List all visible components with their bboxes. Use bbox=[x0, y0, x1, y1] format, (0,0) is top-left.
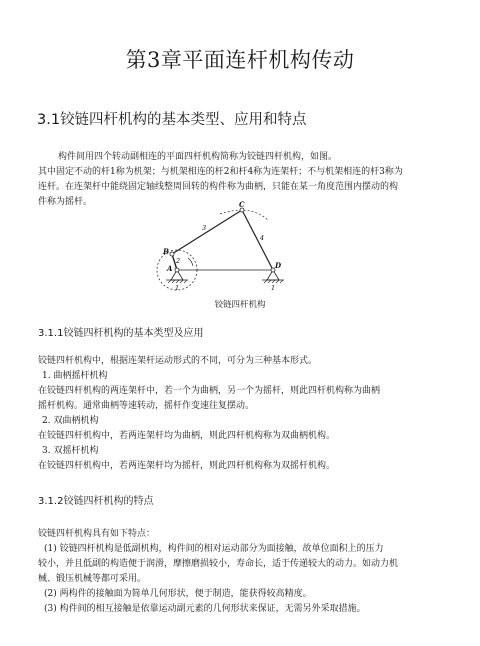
subsection-title-2: 3.1.2铰链四杆机构的特点 bbox=[38, 496, 154, 507]
sub2-line-2: (1) 铰链四杆机构是低副机构，构件间的相对运动部分为面接触，故单位面积上的压力 bbox=[44, 544, 384, 554]
figure-caption: 铰链四杆机构 bbox=[214, 300, 266, 310]
intro-line-1: 构件间用四个转动副相连的平面四杆机构简称为铰链四杆机构，如图。 bbox=[58, 152, 338, 162]
intro-line-4: 件称为摇杆。 bbox=[38, 197, 93, 207]
joint-b bbox=[170, 252, 174, 256]
sub1-line-2: 1. 曲柄摇杆机构 bbox=[42, 371, 108, 381]
four-bar-linkage-diagram bbox=[150, 200, 350, 300]
label-link-2: 2 bbox=[176, 257, 181, 265]
label-c: C bbox=[239, 200, 245, 209]
label-a: A bbox=[167, 264, 173, 273]
subsection-title-1: 3.1.1铰链四杆机构的基本类型及应用 bbox=[38, 328, 204, 339]
intro-line-3: 连杆。在连架杆中能绕固定轴线整周回转的构件称为曲柄，只能在某一角度范围内摆动的构 bbox=[38, 182, 399, 192]
sub1-line-8: 在铰链四杆机构中，若两连架杆均为摇杆，则此四杆机构称为双摇杆机构。 bbox=[38, 461, 336, 471]
joint-a bbox=[175, 268, 179, 272]
sub1-line-6: 在铰链四杆机构中，若两连架杆均为曲柄，则此四杆机构称为双曲柄机构。 bbox=[38, 431, 336, 441]
sub2-line-4: 械、锻压机械等都可采用。 bbox=[38, 574, 147, 584]
label-link-1-left: 1 bbox=[175, 284, 180, 292]
link-4-rocker bbox=[242, 210, 273, 270]
section-title: 3.1铰链四杆机构的基本类型、应用和特点 bbox=[37, 112, 307, 128]
link-3-coupler bbox=[172, 210, 242, 254]
label-link-3: 3 bbox=[202, 224, 207, 232]
label-d: D bbox=[275, 261, 282, 270]
sub2-line-3: 较小，并且低副的构造便于润滑，摩擦磨损较小，寿命长，适于传递较大的动力。如动力机 bbox=[38, 559, 399, 569]
sub2-line-6: (3) 构件间的相互接触是依靠运动副元素的几何形状来保证，无需另外采取措施。 bbox=[44, 604, 366, 614]
intro-line-2: 其中固定不动的杆1称为机架；与机架相连的杆2和杆4称为连架杆；不与机架相连的杆3称为 bbox=[38, 167, 403, 177]
sub2-line-5: (2) 两构件的接触面为简单几何形状，便于制造，能获得较高精度。 bbox=[44, 589, 312, 599]
sub2-line-1: 铰链四杆机构具有如下特点： bbox=[38, 529, 156, 539]
sub1-line-7: 3. 双摇杆机构 bbox=[42, 446, 99, 456]
chapter-title: 第3章平面连杆机构传动 bbox=[125, 48, 355, 72]
label-b: B bbox=[163, 247, 169, 256]
label-link-1-right: 1 bbox=[271, 284, 276, 292]
label-link-4: 4 bbox=[260, 234, 265, 242]
rotation-arrow bbox=[188, 258, 193, 266]
sub1-line-4: 摇杆机构。通常曲柄等速转动，摇杆作变速往复摆动。 bbox=[38, 401, 255, 411]
sub1-line-5: 2. 双曲柄机构 bbox=[42, 416, 99, 426]
sub1-line-1: 铰链四杆机构中，根据连架杆运动形式的不同，可分为三种基本形式。 bbox=[38, 356, 318, 366]
sub1-line-3: 在铰链四杆机构的两连架杆中，若一个为曲柄，另一个为摇杆，则此四杆机构称为曲柄 bbox=[38, 386, 381, 396]
